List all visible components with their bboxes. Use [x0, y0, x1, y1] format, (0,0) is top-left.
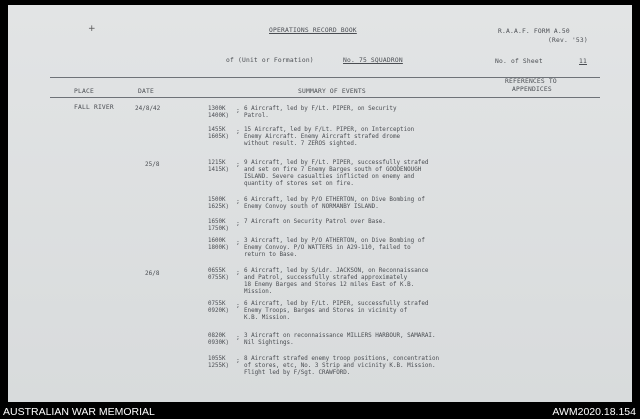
- time-value: 1605K): [208, 134, 229, 140]
- form-revision: (Rev. '53): [548, 37, 588, 44]
- time-separator: ;: [236, 333, 240, 341]
- event-summary: [244, 268, 534, 296]
- summary-line: 9 Aircraft, led by F/Lt. PIPER, successfully strafed: [244, 160, 429, 166]
- time-value: 1415K): [208, 167, 229, 173]
- summary-line: Enemy Aircraft. Enemy Aircraft strafed drome: [244, 134, 401, 140]
- time-separator: ;: [236, 127, 240, 135]
- summary-line: 3 Aircraft on reconnaissance MILLERS HARBOUR, SAMARAI.: [244, 333, 436, 339]
- sheet-label: No. of Sheet: [495, 58, 543, 65]
- time-value: 1055K: [208, 356, 226, 362]
- summary-line: 7 Aircraft on Security Patrol over Base.: [244, 219, 386, 225]
- column-header-date: DATE: [138, 88, 154, 95]
- column-header-appendices: APPENDICES: [512, 86, 552, 93]
- unit-label: of (Unit or Formation): [226, 57, 314, 64]
- summary-line: Nil Sightings.: [244, 340, 294, 346]
- summary-line: Patrol.: [244, 113, 269, 119]
- time-value: 0820K: [208, 333, 226, 339]
- event-summary: [244, 356, 534, 377]
- summary-line: Mission.: [244, 289, 273, 295]
- time-value: 1750K): [208, 226, 229, 232]
- time-value: 1400K): [208, 113, 229, 119]
- time-separator: ;: [236, 219, 240, 227]
- date-entry: 25/8: [145, 161, 160, 168]
- footer-credit: AUSTRALIAN WAR MEMORIAL: [3, 406, 155, 418]
- event-summary: [244, 219, 534, 226]
- time-value: 0920K): [208, 308, 229, 314]
- date-entry: 26/8: [145, 270, 160, 277]
- place-value: FALL RIVER: [74, 104, 114, 111]
- header-rule-bottom: [50, 97, 600, 98]
- time-value: 0755K): [208, 275, 229, 281]
- column-header-references: REFERENCES TO: [505, 78, 557, 85]
- summary-line: 6 Aircraft, led by P/O ETHERTON, on Dive Bombing of: [244, 197, 425, 203]
- column-header-place: PLACE: [74, 88, 94, 95]
- time-separator: ;: [236, 197, 240, 205]
- event-summary: [244, 238, 534, 259]
- summary-line: 3 Aircraft, led by P/O ATHERTON, on Dive Bombing of: [244, 238, 425, 244]
- time-value: 0655K: [208, 268, 226, 274]
- event-summary: [244, 197, 534, 211]
- time-separator: ;: [236, 301, 240, 309]
- event-summary: [244, 106, 534, 120]
- summary-line: Enemy Convoy. P/O WATTERS in A29-110, failed to: [244, 245, 411, 251]
- time-value: 1800K): [208, 245, 229, 251]
- time-separator: ;: [236, 160, 240, 168]
- time-value: 1625K): [208, 204, 229, 210]
- time-value: 1600K: [208, 238, 226, 244]
- time-value: 0930K): [208, 340, 229, 346]
- summary-line: 8 Aircraft strafed enemy troop positions, concentration: [244, 356, 440, 362]
- time-value: 0755K: [208, 301, 226, 307]
- date-entry: 24/8/42: [135, 105, 161, 112]
- summary-line: 6 Aircraft, led by F/Lt. PIPER, successfully strafed: [244, 301, 429, 307]
- footer-accession: AWM2020.18.154: [552, 406, 636, 418]
- summary-line: Enemy Troops, Barges and Stores in vicinity of: [244, 308, 408, 314]
- summary-line: Flight led by F/Sgt. CRAWFORD.: [244, 370, 351, 376]
- time-separator: ;: [236, 268, 240, 276]
- summary-line: 6 Aircraft, led by S/Ldr. JACKSON, on Reconnaissance: [244, 268, 429, 274]
- summary-line: Enemy Convoy south of NORMANBY ISLAND.: [244, 204, 379, 210]
- event-summary: [244, 127, 534, 148]
- summary-line: 15 Aircraft, led by F/Lt. PIPER, on Interception: [244, 127, 415, 133]
- time-value: 1650K: [208, 219, 226, 225]
- summary-line: without result. 7 ZEROS sighted.: [244, 141, 358, 147]
- summary-line: return to Base.: [244, 252, 298, 258]
- time-separator: ;: [236, 238, 240, 246]
- time-separator: ;: [236, 356, 240, 364]
- record-sheet: [8, 5, 632, 402]
- unit-value: No. 75 SQUADRON: [343, 57, 403, 64]
- event-summary: [244, 301, 534, 322]
- form-number: R.A.A.F. FORM A.50: [498, 28, 570, 35]
- time-value: 1255K): [208, 363, 229, 369]
- time-separator: ;: [236, 106, 240, 114]
- summary-line: ISLAND. Severe casualties inflicted on enemy and: [244, 174, 415, 180]
- footer-bar: [0, 404, 640, 419]
- time-value: 1455K: [208, 127, 226, 133]
- event-summary: [244, 333, 534, 347]
- summary-line: K.B. Mission.: [244, 315, 291, 321]
- summary-line: 18 Enemy Barges and Stores 12 miles East of K.B.: [244, 282, 415, 288]
- pencil-mark: +: [88, 24, 96, 34]
- summary-line: and Patrol, successfully strafed approximately: [244, 275, 408, 281]
- summary-line: quantity of stores set on fire.: [244, 181, 354, 187]
- summary-line: and set on fire 7 Enemy Barges south of GOODENOUGH: [244, 167, 422, 173]
- summary-line: of stores, etc, No. 3 Strip and vicinity K.B. Mission.: [244, 363, 436, 369]
- column-header-summary: SUMMARY OF EVENTS: [298, 88, 366, 95]
- summary-line: 6 Aircraft, led by F/Lt. PIPER, on Security: [244, 106, 397, 112]
- form-title: OPERATIONS RECORD BOOK: [269, 27, 357, 34]
- time-value: 1215K: [208, 160, 226, 166]
- time-value: 1300K: [208, 106, 226, 112]
- sheet-value: 11: [579, 58, 587, 65]
- event-summary: [244, 160, 534, 188]
- time-value: 1500K: [208, 197, 226, 203]
